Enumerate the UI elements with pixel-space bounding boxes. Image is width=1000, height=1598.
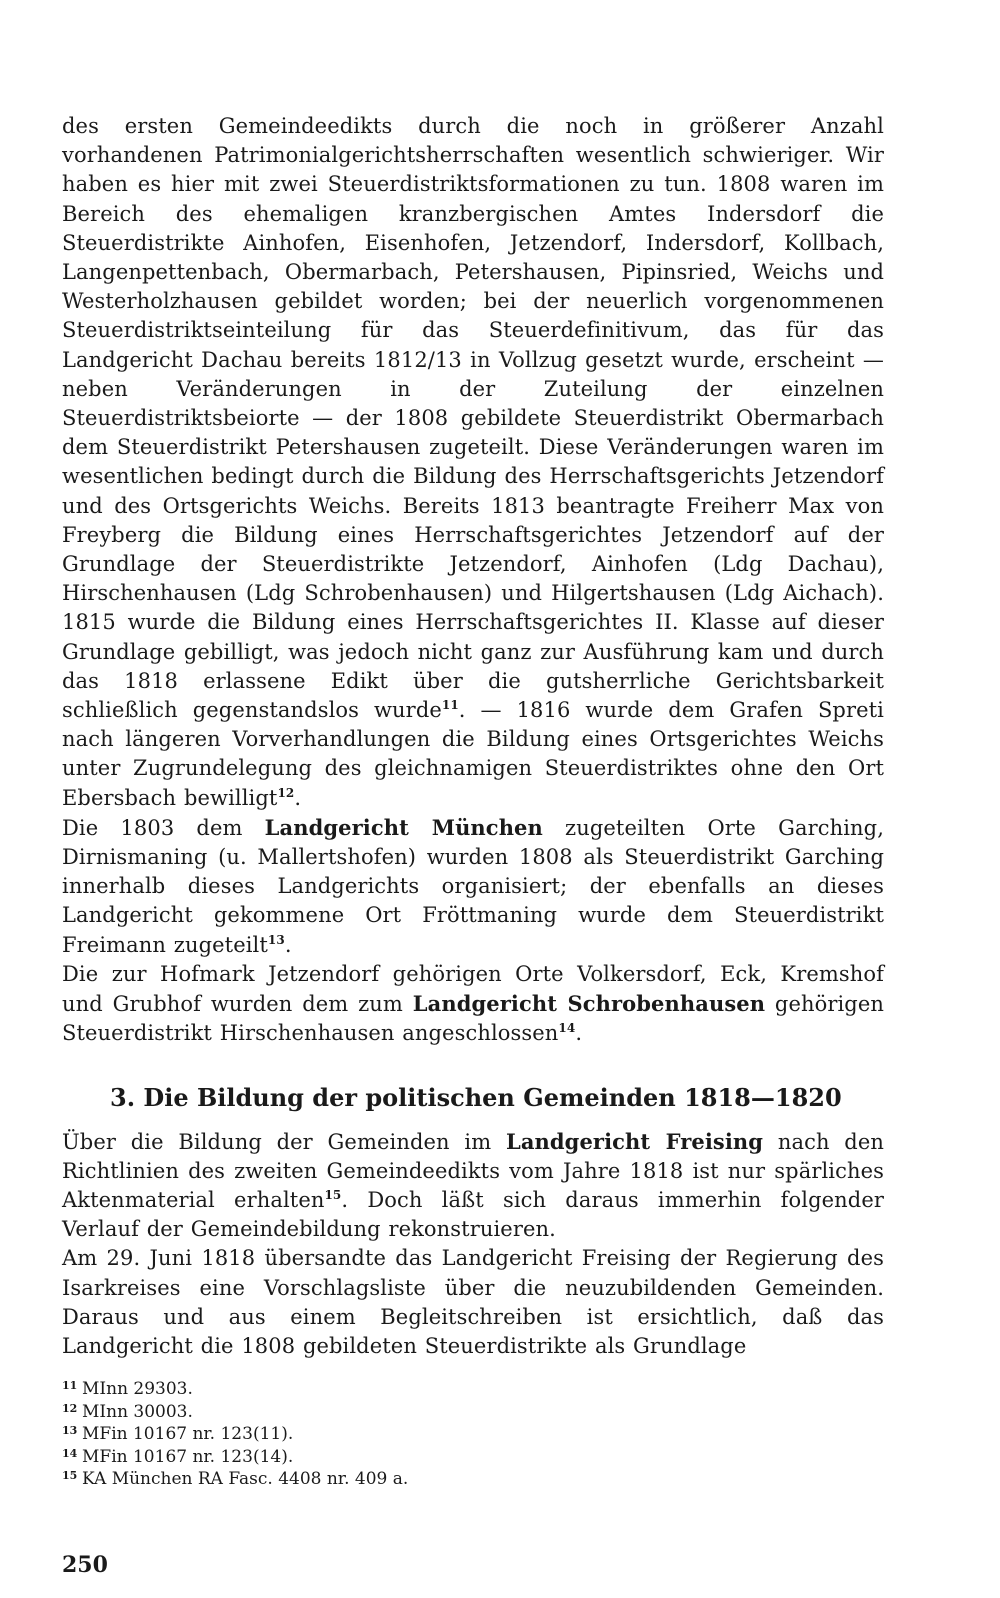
footnote-text: MInn 30003.: [82, 1401, 193, 1422]
footnote-ref-15[interactable]: 15: [324, 1187, 342, 1202]
text-span: zugeteilten Orte Garching, Dirnismaning (u. Mallertshofen) wurden 1808 als Steuerdistrikt Garching innerhalb dieses Landgerichts organisiert; der ebenfalls an dieses Landgericht gekommene Ort Fröttmaning wurde dem Steuerdistrikt Freimann zugeteilt: [62, 815, 884, 957]
emphasis-landgericht-freising: Landgericht Freising: [505, 1128, 764, 1154]
emphasis-landgericht-schrobenhausen: Landgericht Schrobenhausen: [412, 991, 766, 1017]
text-span: .: [284, 932, 292, 957]
footnote-number: 12: [62, 1401, 78, 1415]
emphasis-landgericht-muenchen: Landgericht München: [264, 814, 543, 840]
paragraph-landgericht-muenchen: [62, 813, 884, 960]
footnotes: [62, 1378, 662, 1491]
paragraph-vorschlagsliste: Am 29. Juni 1818 übersandte das Landgericht Freising der Regierung des Isarkreises eine Vorschlagsliste über die neuzubildenden Gemeinden. Daraus und aus einem Begleitschreiben ist ersichtlich, daß das Landgericht die 1808 gebildeten Steuerdistrikte als Grundlage: [62, 1246, 884, 1358]
footnote-number: 13: [62, 1424, 78, 1437]
footnote-text: MFin 10167 nr. 123(14).: [82, 1446, 294, 1467]
text-span: Die 1803 dem: [62, 815, 265, 840]
footnote-item: [62, 1401, 662, 1424]
footnote-ref-14[interactable]: 14: [558, 1021, 576, 1036]
footnote-item: [62, 1446, 662, 1469]
footnote-number: 15: [62, 1469, 78, 1482]
text-span: .: [294, 785, 302, 810]
text-span: nach den Richtlinien des zweiten Gemeindeedikts vom Jahre 1818 ist nur spärliches Aktenmaterial erhalten: [62, 1129, 884, 1212]
footnote-ref-11[interactable]: 11: [441, 698, 459, 713]
footnote-number: 14: [62, 1446, 78, 1460]
footnote-ref-12[interactable]: 12: [277, 785, 295, 800]
paragraph-landgericht-schrobenhausen: [62, 960, 884, 1049]
footnote-item: [62, 1423, 662, 1446]
paragraph-landgericht-freising: [62, 1127, 884, 1245]
paragraph-steuerdistrikte-dachau: [62, 112, 884, 813]
section-heading: 3. Die Bildung der politischen Gemeinden 1818—1820: [110, 1082, 842, 1112]
footnote-item: [62, 1378, 662, 1401]
text-span: Die zur Hofmark Jetzendorf gehörigen Orte Volkersdorf, Eck, Kremshof und Grubhof wurden dem zum: [62, 961, 884, 1017]
text-span: . Doch läßt sich daraus immerhin folgender Verlauf der Gemeindebildung rekonstruieren.: [62, 1187, 884, 1242]
footnote-text: MInn 29303.: [82, 1379, 193, 1399]
footnote-text: KA München RA Fasc. 4408 nr. 409 a.: [82, 1469, 409, 1489]
footnote-text: MFin 10167 nr. 123(11).: [82, 1424, 294, 1444]
text-span: des ersten Gemeindeedikts durch die noch in größerer Anzahl vorhandenen Patrimonialgerichtsherrschaften wesentlich schwieriger. Wir haben es hier mit zwei Steuerdistriktsformationen zu tun. 1808 waren im Bereich des ehemaligen kranzbergischen Amtes Indersdorf die Steuerdistrikte Ainhofen, Eisenhofen, Jetzendorf, Indersdorf, Kollbach, Langenpettenbach, Obermarbach, Petershausen, Pipinsried, Weichs und Westerholzhausen gebildet worden; bei der neuerlich vorgenommenen Steuerdistriktseinteilung für das Steuerdefinitivum, das für das Landgericht Dachau bereits 1812/13 in Vollzug gesetzt wurde, erscheint — neben Veränderungen in der Zuteilung der einzelnen Steuerdistriktsbeiorte — der 1808 gebildete Steuerdistrikt Obermarbach dem Steuerdistrikt Petershausen zugeteilt. Diese Veränderungen waren im wesentlichen bedingt durch die Bildung des Herrschaftsgerichts Jetzendorf und des Ortsgerichts Weichs. Bereits 1813 beantragte Freiherr Max von Freyberg die Bildung eines Herrschaftsgerichtes Jetzendorf auf der Grundlage der Steuerdistrikte Jetzendorf, Ainhofen (Ldg Dachau), Hirschenhausen (Ldg Schrobenhausen) und Hilgertshausen (Ldg Aichach). 1815 wurde die Bildung eines Herrschaftsgerichtes II. Klasse auf dieser Grundlage gebilligt, was jedoch nicht ganz zur Ausführung kam und durch das 1818 erlassene Edikt über die gutsherrliche Gerichtsbarkeit schließlich gegenstandslos wurde: [62, 114, 884, 723]
text-span: gehörigen Steuerdistrikt Hirschenhausen angeschlossen: [62, 992, 884, 1046]
footnote-ref-13[interactable]: 13: [267, 932, 285, 947]
text-span: Über die Bildung der Gemeinden im: [62, 1129, 506, 1154]
footnote-item: [62, 1468, 662, 1491]
text-span: . — 1816 wurde dem Grafen Spreti nach längeren Vorverhandlungen die Bildung eines Ortsgerichtes Weichs unter Zugrundelegung des gleichnamigen Steuerdistriktes ohne den Ort Ebersbach bewilligt: [62, 698, 884, 810]
page-number: 250: [62, 1552, 108, 1578]
footnote-number: 11: [62, 1379, 78, 1392]
text-span: .: [575, 1021, 583, 1046]
page-body: [62, 112, 884, 1361]
